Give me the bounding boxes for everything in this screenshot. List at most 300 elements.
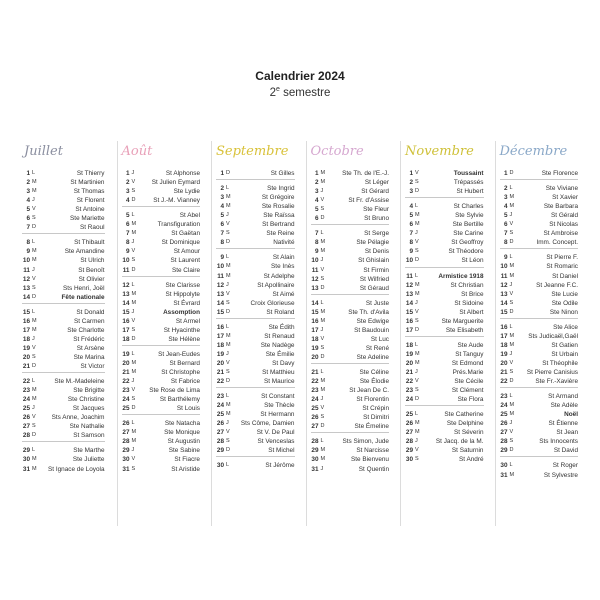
saint-name: St Théodore <box>448 248 484 256</box>
day-letter: M <box>509 471 515 478</box>
day-row <box>500 193 585 202</box>
day-number: 17 <box>122 326 130 334</box>
day-letter: V <box>509 290 514 297</box>
day-row <box>122 335 207 344</box>
day-number: 25 <box>216 411 224 419</box>
day-number: 22 <box>405 378 413 386</box>
saint-name: Ste Émilie <box>265 350 295 358</box>
saint-name: Croix Glorieuse <box>250 299 295 307</box>
day-number: 30 <box>311 456 319 464</box>
day-number: 20 <box>22 353 30 361</box>
saint-name: Ste Élodie <box>359 378 389 386</box>
day-letter: J <box>32 405 35 412</box>
day-number: 4 <box>314 197 319 205</box>
day-number: 13 <box>22 284 30 292</box>
day-number: 14 <box>311 299 319 307</box>
day-number: 27 <box>405 429 413 437</box>
day-row <box>122 359 207 368</box>
day-number: 7 <box>503 230 508 238</box>
day-row <box>405 272 490 281</box>
day-row <box>216 359 301 368</box>
day-row <box>500 428 585 437</box>
day-row <box>22 335 111 344</box>
day-letter: V <box>131 456 136 463</box>
day-letter: M <box>509 263 515 270</box>
day-number: 8 <box>26 239 30 247</box>
day-row <box>311 326 396 335</box>
day-number: 16 <box>22 317 30 325</box>
day-number: 28 <box>22 432 30 440</box>
day-letter: L <box>131 281 135 288</box>
saint-name: St Frédéric <box>73 335 105 343</box>
day-row <box>122 229 207 238</box>
saint-name: Ste Clarisse <box>165 281 200 289</box>
day-number: 15 <box>122 308 130 316</box>
week-divider <box>216 179 295 180</box>
saint-name: St Ulrich <box>80 257 105 265</box>
day-letter: M <box>32 456 37 463</box>
day-letter: S <box>226 438 230 445</box>
day-row <box>216 193 301 202</box>
day-row <box>405 308 490 317</box>
day-letter: L <box>32 308 36 315</box>
day-row <box>122 256 207 265</box>
day-letter: L <box>226 254 230 261</box>
day-number: 19 <box>500 350 508 358</box>
day-letter: D <box>32 224 36 231</box>
day-row <box>216 272 301 281</box>
day-letter: J <box>131 170 135 176</box>
day-letter: V <box>226 429 230 436</box>
day-letter: M <box>131 438 137 445</box>
day-number: 27 <box>122 429 130 437</box>
day-row <box>22 446 111 455</box>
day-letter: D <box>320 423 325 430</box>
day-letter: S <box>509 230 514 237</box>
day-number: 21 <box>311 369 319 376</box>
day-number: 30 <box>216 462 224 470</box>
day-letter: S <box>320 275 325 282</box>
day-number: 11 <box>406 272 413 280</box>
day-letter: M <box>415 350 420 357</box>
week-divider <box>216 387 295 388</box>
day-letter: M <box>415 212 420 219</box>
saint-name: St Séverin <box>454 429 484 437</box>
day-number: 25 <box>22 405 30 413</box>
day-letter: M <box>32 317 37 324</box>
day-row <box>311 238 396 247</box>
week-divider <box>311 224 390 225</box>
day-letter: M <box>320 239 326 246</box>
day-row <box>500 202 585 211</box>
day-letter: M <box>320 378 326 385</box>
day-row <box>122 326 207 335</box>
day-letter: M <box>226 341 231 348</box>
day-number: 15 <box>22 308 30 316</box>
day-number: 6 <box>503 221 508 229</box>
saint-name: St Ambroise <box>543 230 578 238</box>
saint-name: St Sylvestre <box>543 471 578 479</box>
day-row <box>311 229 396 238</box>
saint-name: St Baudouin <box>354 326 389 334</box>
day-letter: V <box>415 447 419 454</box>
day-row <box>405 395 490 404</box>
day-number: 22 <box>122 378 130 386</box>
saint-name: St Firmin <box>363 266 389 274</box>
page-subtitle <box>0 83 600 100</box>
day-letter: D <box>226 170 230 176</box>
week-divider <box>405 336 484 337</box>
week-divider <box>311 432 390 433</box>
day-letter: L <box>320 369 324 375</box>
saint-name: Ste Édith <box>268 323 295 331</box>
day-number: 19 <box>311 344 319 352</box>
day-number: 3 <box>125 188 130 196</box>
day-letter: J <box>509 350 513 357</box>
saint-name: St Brice <box>461 290 484 298</box>
day-row <box>405 377 490 386</box>
saint-name: St Dimitri <box>363 414 389 422</box>
day-number: 2 <box>409 179 413 187</box>
day-number: 23 <box>122 387 130 395</box>
day-row <box>500 184 585 193</box>
day-row <box>405 202 490 211</box>
saint-name: Ste Monique <box>164 429 200 437</box>
day-letter: L <box>131 212 135 219</box>
day-letter: V <box>131 248 136 255</box>
saint-name: Ste Natacha <box>164 420 200 428</box>
saint-name: Ste Alice <box>553 323 578 331</box>
day-number: 13 <box>311 284 319 292</box>
saint-name: Ste Fleur <box>363 206 389 214</box>
week-divider <box>122 206 201 207</box>
day-letter: M <box>415 359 420 366</box>
day-letter: S <box>509 438 514 445</box>
saint-name: St Thibault <box>74 239 105 247</box>
day-number: 12 <box>500 281 508 289</box>
saint-name: St Daniel <box>552 272 578 280</box>
day-letter: V <box>415 170 419 176</box>
saint-name: Ste Flora <box>457 396 484 404</box>
day-letter: M <box>320 447 326 454</box>
day-number: 31 <box>122 465 130 473</box>
saint-name: St Théophile <box>542 359 578 367</box>
day-row <box>122 404 207 413</box>
week-divider <box>405 405 484 406</box>
saint-name: St Juste <box>365 299 389 307</box>
saint-name: St Edmond <box>451 359 484 367</box>
week-divider <box>216 248 295 249</box>
day-number: 22 <box>500 378 508 386</box>
day-row <box>311 422 396 431</box>
day-letter: M <box>226 194 231 201</box>
day-letter: M <box>32 248 37 255</box>
day-number: 2 <box>220 185 224 193</box>
day-letter: D <box>131 266 136 273</box>
day-number: 19 <box>122 350 130 358</box>
day-number: 28 <box>311 438 319 446</box>
day-letter: M <box>32 188 37 195</box>
saint-name: St Julien Eymard <box>151 179 200 187</box>
saint-name: St Gérard <box>361 188 389 196</box>
day-row <box>311 317 396 326</box>
day-number: 13 <box>405 290 413 298</box>
day-letter: M <box>415 420 420 427</box>
saint-name: Ste Amandine <box>64 248 105 256</box>
day-number: 20 <box>405 359 413 367</box>
saint-name: St V. De Paul <box>256 429 295 437</box>
day-number: 2 <box>503 185 508 193</box>
day-letter: V <box>226 290 230 297</box>
day-letter: M <box>32 396 37 403</box>
month-column-4 <box>306 141 396 526</box>
day-number: 6 <box>314 215 319 223</box>
day-row <box>311 353 396 362</box>
day-letter: M <box>131 221 137 228</box>
day-row <box>500 238 585 247</box>
day-number: 26 <box>122 420 130 428</box>
holiday-name: Assomption <box>163 308 200 316</box>
saint-name: Ste Ninon <box>549 308 578 316</box>
day-letter: M <box>509 332 515 339</box>
day-row <box>405 419 490 428</box>
day-row <box>216 229 301 238</box>
day-letter: S <box>32 284 36 291</box>
day-number: 7 <box>314 230 319 238</box>
day-letter: V <box>226 359 230 366</box>
day-letter: M <box>509 203 515 210</box>
day-number: 17 <box>216 332 224 340</box>
day-number: 3 <box>409 188 413 196</box>
saint-name: Prés.Marie <box>452 369 484 376</box>
day-row <box>22 223 111 232</box>
day-number: 11 <box>311 266 319 274</box>
day-number: 3 <box>220 194 224 202</box>
day-row <box>500 461 585 470</box>
day-letter: M <box>509 194 515 201</box>
saint-name: St Armand <box>548 393 578 401</box>
saint-name: Ste Th. d'Avila <box>348 308 389 316</box>
day-letter: M <box>32 465 37 472</box>
day-letter: L <box>226 462 230 469</box>
day-letter: M <box>226 272 231 279</box>
day-row <box>405 350 490 359</box>
day-letter: M <box>226 402 231 409</box>
day-number: 6 <box>220 221 224 229</box>
day-letter: V <box>32 206 36 213</box>
saint-name: Ste Émeline <box>354 423 389 431</box>
day-letter: M <box>226 263 231 270</box>
day-letter: J <box>320 188 324 195</box>
day-letter: J <box>131 239 135 246</box>
day-number: 5 <box>503 212 508 220</box>
day-row <box>216 281 301 290</box>
day-letter: V <box>320 405 325 412</box>
saint-name: Ste Delphine <box>446 420 484 428</box>
day-row <box>216 169 301 178</box>
day-number: 21 <box>405 369 413 376</box>
saint-name: St Aimé <box>272 290 295 298</box>
day-row <box>122 317 207 326</box>
day-number: 2 <box>26 179 30 187</box>
day-row <box>405 410 490 419</box>
saint-name: St Antoine <box>75 206 105 214</box>
day-number: 7 <box>26 224 30 232</box>
saint-name: St Ghislain <box>358 257 389 265</box>
day-row <box>122 211 207 220</box>
day-row <box>311 413 396 422</box>
day-row <box>216 290 301 299</box>
saint-name: St Renaud <box>264 332 295 340</box>
day-letter: S <box>131 465 136 472</box>
saint-name: St Clément <box>451 387 484 395</box>
saint-name: Ste M.-Madeleine <box>54 378 105 386</box>
saint-name: St Aristide <box>171 465 200 473</box>
saint-name: St Grégoire <box>261 194 295 202</box>
saint-name: St Barthélemy <box>159 396 200 404</box>
day-number: 17 <box>405 326 413 334</box>
day-letter: M <box>226 203 231 210</box>
day-number: 2 <box>125 179 130 187</box>
day-row <box>311 169 396 178</box>
day-row <box>122 169 207 178</box>
day-letter: M <box>226 411 231 418</box>
day-letter: S <box>415 387 419 394</box>
day-letter: V <box>320 266 325 273</box>
day-number: 20 <box>500 359 508 367</box>
saint-name: St Maurice <box>263 378 295 386</box>
day-row <box>122 419 207 428</box>
day-letter: D <box>509 170 514 176</box>
day-number: 23 <box>22 387 30 395</box>
day-number: 29 <box>311 447 319 455</box>
day-number: 22 <box>311 378 319 386</box>
saint-name: St Serge <box>364 230 389 238</box>
day-row <box>311 214 396 223</box>
saint-name: St Gatien <box>551 341 578 349</box>
day-letter: D <box>415 188 419 195</box>
day-row <box>216 299 301 308</box>
week-divider <box>311 294 390 295</box>
day-row <box>500 253 585 262</box>
saint-name: St Romaric <box>546 263 578 271</box>
saint-name: St Denis <box>364 248 389 256</box>
day-row <box>122 238 207 247</box>
day-letter: S <box>226 369 230 375</box>
day-row <box>22 247 111 256</box>
saint-name: Ste Marina <box>73 353 105 361</box>
week-divider <box>22 233 105 234</box>
day-number: 14 <box>216 299 224 307</box>
saint-name: Ste Brigitte <box>73 387 105 395</box>
day-number: 2 <box>314 179 319 187</box>
day-number: 28 <box>500 438 508 446</box>
day-letter: J <box>415 230 418 237</box>
day-number: 24 <box>311 396 319 404</box>
day-letter: L <box>509 462 513 469</box>
saint-name: St Urbain <box>551 350 578 358</box>
day-letter: L <box>320 230 324 237</box>
day-number: 14 <box>22 293 30 301</box>
day-number: 3 <box>503 194 508 202</box>
day-number: 29 <box>405 447 413 455</box>
saint-name: St Luc <box>370 335 389 343</box>
day-number: 20 <box>216 359 224 367</box>
day-number: 12 <box>122 281 130 289</box>
day-row <box>122 437 207 446</box>
saint-name: St Jérôme <box>265 462 295 470</box>
day-row <box>311 196 396 205</box>
day-row <box>122 196 207 205</box>
day-letter: J <box>226 281 229 288</box>
day-letter: D <box>32 432 36 439</box>
saint-name: Ste Rose de Lima <box>149 387 200 395</box>
day-number: 5 <box>409 212 413 220</box>
day-letter: L <box>415 272 419 279</box>
day-letter: D <box>226 447 230 454</box>
day-letter: D <box>226 308 230 315</box>
day-row <box>22 196 111 205</box>
day-letter: J <box>131 447 135 454</box>
saint-name: Imm. Concept. <box>536 239 578 247</box>
saint-name: St Martinien <box>70 179 105 187</box>
day-row <box>22 275 111 284</box>
day-letter: S <box>131 188 136 195</box>
day-number: 27 <box>500 429 508 437</box>
saint-name: Ste Lucie <box>551 290 578 298</box>
saint-name: Sts Anne, Joachim <box>51 414 105 422</box>
saint-name: St Benoît <box>78 266 105 274</box>
day-letter: J <box>509 420 513 427</box>
day-row <box>405 229 490 238</box>
day-number: 10 <box>500 263 508 271</box>
day-number: 13 <box>216 290 224 298</box>
day-letter: M <box>509 341 515 348</box>
day-letter: L <box>32 170 36 176</box>
saint-name: St Apollinaire <box>257 281 295 289</box>
saint-name: Ste Bertille <box>452 221 484 229</box>
day-row <box>405 455 490 464</box>
day-row <box>216 446 301 455</box>
day-letter: M <box>131 299 137 306</box>
day-row <box>405 386 490 395</box>
day-number: 24 <box>22 396 30 404</box>
day-row <box>311 205 396 214</box>
day-row <box>500 308 585 317</box>
day-letter: J <box>226 420 229 427</box>
day-number: 19 <box>405 350 413 358</box>
day-number: 20 <box>122 359 130 367</box>
month-column-6 <box>495 141 585 526</box>
day-letter: L <box>509 185 513 192</box>
month-column-3 <box>211 141 301 526</box>
saint-name: St Constant <box>261 393 295 401</box>
day-number: 8 <box>220 239 224 247</box>
week-divider <box>311 363 390 364</box>
day-number: 16 <box>311 317 319 325</box>
day-number: 7 <box>125 230 130 238</box>
saint-name: Ste Catherine <box>444 411 484 419</box>
day-number: 12 <box>405 281 413 289</box>
day-row <box>405 187 490 196</box>
day-number: 1 <box>125 170 130 177</box>
day-row <box>22 284 111 293</box>
day-row <box>311 446 396 455</box>
day-row <box>311 465 396 474</box>
saint-name: Ste Claire <box>171 266 200 274</box>
week-divider <box>500 318 579 319</box>
day-letter: J <box>320 257 324 264</box>
